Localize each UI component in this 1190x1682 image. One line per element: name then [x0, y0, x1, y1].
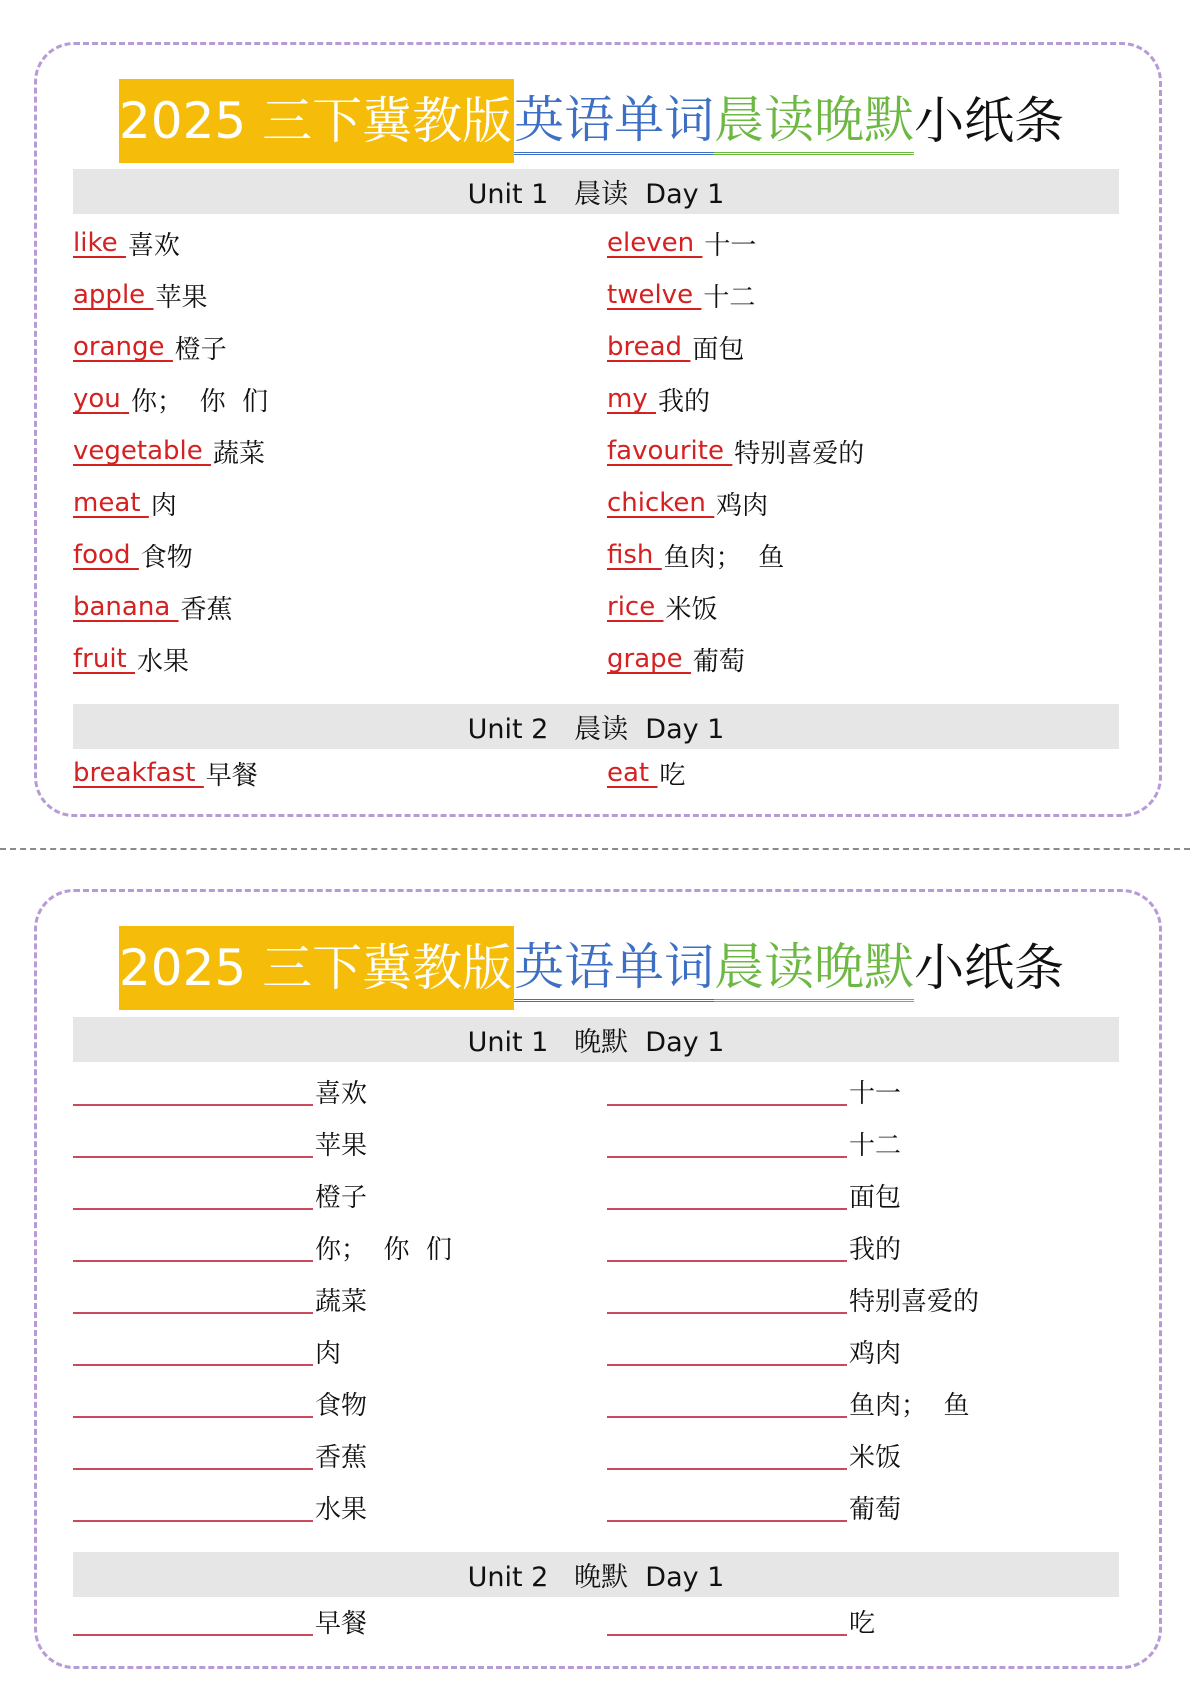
blank-pair [607, 1169, 901, 1221]
page-title [119, 79, 1064, 163]
chinese-meaning: 你； 你 们 [131, 386, 269, 417]
english-word: vegetable [73, 436, 203, 466]
english-word: orange [73, 332, 165, 362]
word-pair [73, 529, 193, 581]
word-row [73, 477, 1119, 529]
answer-blank[interactable] [73, 1492, 313, 1522]
answer-blank[interactable] [73, 1284, 313, 1314]
word-pair [607, 269, 755, 321]
chinese-meaning: 十一 [704, 230, 757, 261]
answer-blank[interactable] [607, 1336, 847, 1366]
blank-row [73, 1481, 1119, 1533]
blank-row [73, 1325, 1119, 1377]
blank-pair [73, 1377, 367, 1429]
chinese-meaning: 喜欢 [127, 230, 180, 261]
english-word: twelve [607, 280, 694, 310]
word-pair [73, 269, 207, 321]
chinese-meaning: 我的 [657, 386, 710, 417]
english-word: eleven [607, 228, 695, 258]
answer-blank[interactable] [73, 1128, 313, 1158]
title-subject: 英语单词 [514, 935, 714, 1002]
answer-blank[interactable] [607, 1232, 847, 1262]
blank-row [73, 1169, 1119, 1221]
blank-pair [607, 1377, 970, 1429]
chinese-meaning: 水果 [315, 1494, 368, 1525]
blank-pair [73, 1065, 367, 1117]
chinese-meaning: 葡萄 [849, 1494, 902, 1525]
chinese-meaning: 我的 [849, 1234, 902, 1265]
answer-blank[interactable] [73, 1180, 313, 1210]
blank-pair [73, 1117, 367, 1169]
blank-pair [73, 1429, 367, 1481]
blank-pair [607, 1065, 901, 1117]
chinese-meaning: 早餐 [315, 1608, 368, 1639]
answer-blank[interactable] [73, 1388, 313, 1418]
answer-blank[interactable] [73, 1232, 313, 1262]
chinese-meaning: 鱼肉； 鱼 [849, 1390, 970, 1421]
english-word: like [73, 228, 118, 258]
english-word: breakfast [73, 758, 196, 788]
blank-pair [73, 1595, 367, 1647]
word-row [73, 529, 1119, 581]
chinese-meaning: 特别喜爱的 [734, 438, 865, 469]
title-year-grade: 2025 三下冀教版 [119, 926, 514, 1010]
chinese-meaning: 水果 [137, 646, 190, 677]
english-word: you [73, 384, 121, 414]
english-word: bread [607, 332, 683, 362]
chinese-meaning: 面包 [692, 334, 745, 365]
word-pair [73, 633, 189, 685]
chinese-meaning: 吃 [659, 760, 686, 791]
page-title [119, 926, 1064, 1010]
word-row [73, 217, 1119, 269]
blank-pair [73, 1221, 452, 1273]
blank-pair [607, 1117, 901, 1169]
chinese-meaning: 特别喜爱的 [849, 1286, 980, 1317]
answer-blank[interactable] [607, 1076, 847, 1106]
chinese-meaning: 肉 [150, 490, 177, 521]
blank-row [73, 1065, 1119, 1117]
chinese-meaning: 葡萄 [692, 646, 745, 677]
english-word: rice [607, 592, 656, 622]
chinese-meaning: 鸡肉 [716, 490, 769, 521]
word-pair [73, 747, 258, 799]
answer-blank[interactable] [73, 1440, 313, 1470]
english-word: favourite [607, 436, 724, 466]
cut-line [0, 848, 1190, 850]
title-year-grade: 2025 三下冀教版 [119, 79, 514, 163]
chinese-meaning: 早餐 [205, 760, 258, 791]
chinese-meaning: 你； 你 们 [315, 1234, 453, 1265]
chinese-meaning: 食物 [140, 542, 193, 573]
chinese-meaning: 鸡肉 [849, 1338, 902, 1369]
word-pair [73, 477, 177, 529]
chinese-meaning: 香蕉 [180, 594, 233, 625]
unit2-morning-header: Unit 2 晨读 Day 1 [73, 704, 1119, 749]
unit1-evening-header: Unit 1 晚默 Day 1 [73, 1017, 1119, 1062]
blank-row [73, 1273, 1119, 1325]
answer-blank[interactable] [607, 1284, 847, 1314]
blank-pair [607, 1325, 901, 1377]
english-word: food [73, 540, 131, 570]
word-row [73, 581, 1119, 633]
chinese-meaning: 十二 [703, 282, 756, 313]
word-row [73, 269, 1119, 321]
blank-row [73, 1221, 1119, 1273]
word-pair [607, 425, 864, 477]
english-word: eat [607, 758, 650, 788]
word-pair [607, 747, 685, 799]
chinese-meaning: 面包 [849, 1182, 902, 1213]
word-pair [607, 633, 745, 685]
answer-blank[interactable] [73, 1336, 313, 1366]
unit1-morning-header: Unit 1 晨读 Day 1 [73, 169, 1119, 214]
answer-blank[interactable] [607, 1128, 847, 1158]
word-pair [73, 217, 180, 269]
chinese-meaning: 十二 [849, 1130, 902, 1161]
chinese-meaning: 香蕉 [315, 1442, 368, 1473]
answer-blank[interactable] [607, 1492, 847, 1522]
chinese-meaning: 喜欢 [315, 1078, 368, 1109]
word-row [73, 747, 1119, 799]
chinese-meaning: 鱼肉； 鱼 [663, 542, 785, 573]
chinese-meaning: 十一 [849, 1078, 902, 1109]
morning-reading-card [34, 42, 1162, 817]
title-mode: 晨读晚默 [714, 88, 914, 155]
blank-pair [607, 1481, 901, 1533]
word-row [73, 373, 1119, 425]
answer-blank[interactable] [73, 1076, 313, 1106]
evening-dictation-card [34, 889, 1162, 1669]
english-word: grape [607, 644, 683, 674]
word-pair [73, 321, 227, 373]
english-word: my [607, 384, 648, 414]
word-pair [607, 217, 756, 269]
blank-pair [73, 1481, 367, 1533]
blank-pair [607, 1429, 901, 1481]
english-word: meat [73, 488, 141, 518]
english-word: fruit [73, 644, 127, 674]
blank-row [73, 1429, 1119, 1481]
english-word: apple [73, 280, 146, 310]
unit2-evening-header: Unit 2 晚默 Day 1 [73, 1552, 1119, 1597]
chinese-meaning: 苹果 [155, 282, 208, 313]
word-pair [607, 529, 784, 581]
blank-pair [73, 1325, 341, 1377]
title-suffix: 小纸条 [914, 92, 1065, 150]
chinese-meaning: 米饭 [849, 1442, 902, 1473]
blank-pair [73, 1169, 367, 1221]
blank-pair [607, 1595, 875, 1647]
answer-blank[interactable] [607, 1388, 847, 1418]
chinese-meaning: 肉 [315, 1338, 342, 1369]
chinese-meaning: 橙子 [174, 334, 227, 365]
english-word: fish [607, 540, 654, 570]
blank-row [73, 1377, 1119, 1429]
chinese-meaning: 食物 [315, 1390, 368, 1421]
answer-blank[interactable] [607, 1180, 847, 1210]
word-row [73, 633, 1119, 685]
title-suffix: 小纸条 [914, 939, 1065, 997]
chinese-meaning: 吃 [849, 1608, 876, 1639]
blank-pair [607, 1221, 901, 1273]
word-pair [607, 581, 718, 633]
blank-row [73, 1595, 1119, 1647]
answer-blank[interactable] [607, 1440, 847, 1470]
word-row [73, 321, 1119, 373]
word-pair [607, 373, 710, 425]
chinese-meaning: 蔬菜 [213, 438, 266, 469]
answer-blank[interactable] [607, 1606, 847, 1636]
title-mode: 晨读晚默 [714, 935, 914, 1002]
blank-row [73, 1117, 1119, 1169]
word-pair [73, 581, 233, 633]
word-pair [607, 321, 744, 373]
chinese-meaning: 蔬菜 [315, 1286, 368, 1317]
chinese-meaning: 米饭 [665, 594, 718, 625]
chinese-meaning: 橙子 [315, 1182, 368, 1213]
english-word: chicken [607, 488, 706, 518]
answer-blank[interactable] [73, 1606, 313, 1636]
title-subject: 英语单词 [514, 88, 714, 155]
word-row [73, 425, 1119, 477]
word-pair [73, 373, 268, 425]
blank-pair [73, 1273, 367, 1325]
word-pair [73, 425, 265, 477]
chinese-meaning: 苹果 [315, 1130, 368, 1161]
word-pair [607, 477, 768, 529]
blank-pair [607, 1273, 979, 1325]
english-word: banana [73, 592, 171, 622]
